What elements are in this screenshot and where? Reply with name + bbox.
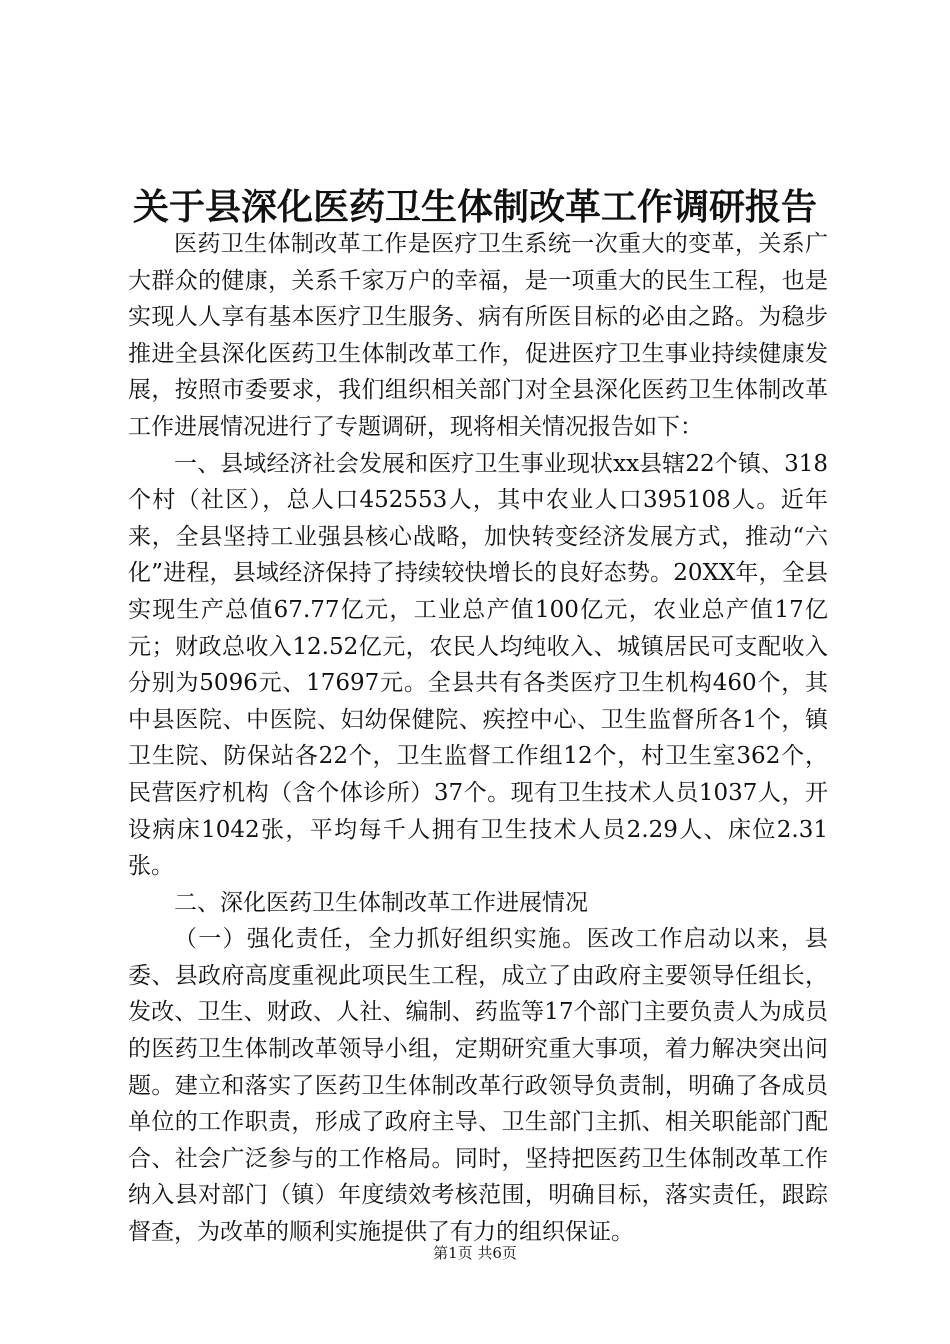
document-title: 关于县深化医药卫生体制改革工作调研报告 — [132, 186, 817, 228]
section-two-heading: 二、深化医药卫生体制改革工作进展情况 — [174, 889, 588, 916]
document-body — [128, 226, 828, 1251]
intro-paragraph: 医药卫生体制改革工作是医疗卫生系统一次重大的变革，关系广大群众的健康，关系千家万户的幸福，是一项重大的民生工程，也是实现人人享有基本医疗卫生服务、病有所医目标的必由之路。为稳步推进全县深化医药卫生体制改革工作，促进医疗卫生事业持续健康发展，按照市委要求，我们组织相关部门对全县深化医药卫生体制改革工作进展情况进行了专题调研，现将相关情况报告如下： — [128, 231, 828, 440]
page-number: 第1页 共6页 — [433, 1244, 517, 1262]
section-one-paragraph: 一、县域经济社会发展和医疗卫生事业现状xx县辖22个镇、318个村（社区），总人口452553人，其中农业人口395108人。近年来，全县坚持工业强县核心战略，加快转变经济发展方式，推动“六化”进程，县域经济保持了持续较快增长的良好态势。20XX年，全县实现生产总值67.77亿元，工业总产值100亿元，农业总产值17亿元；财政总收入12.52亿元，农民人均纯收入、城镇居民可支配收入分别为5096元、17697元。全县共有各类医疗卫生机构460个，其中县医院、中医院、妇幼保健院、疾控中心、卫生监督所各1个，镇卫生院、防保站各22个，卫生监督工作组12个，村卫生室362个，民营医疗机构（含个体诊所）37个。现有卫生技术人员1037人，开设病床1042张，平均每千人拥有卫生技术人员2.29人、床位2.31张。 — [128, 450, 828, 880]
subsection-one-paragraph: （一）强化责任，全力抓好组织实施。医改工作启动以来，县委、县政府高度重视此项民生工程，成立了由政府主要领导任组长，发改、卫生、财政、人社、编制、药监等17个部门主要负责人为成员的医药卫生体制改革领导小组，定期研究重大事项，着力解决突出问题。建立和落实了医药卫生体制改革行政领导负责制，明确了各成员单位的工作职责，形成了政府主导、卫生部门主抓、相关职能部门配合、社会广泛参与的工作格局。同时，坚持把医药卫生体制改革工作纳入县对部门（镇）年度绩效考核范围，明确目标，落实责任，跟踪督查，为改革的顺利实施提供了有力的组织保证。 — [128, 926, 828, 1246]
